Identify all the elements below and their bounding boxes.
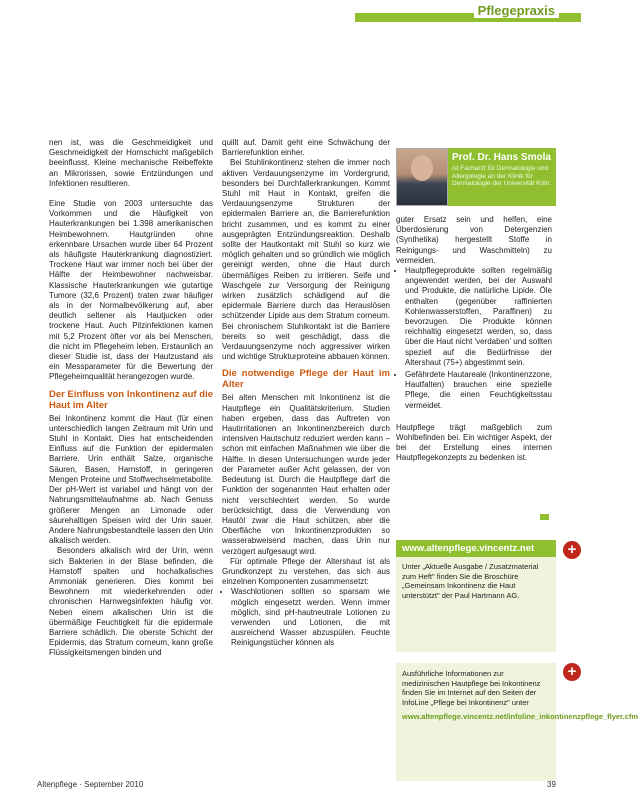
paragraph: Eine Studie von 2003 untersuchte das Vorkommen und die Häufigkeit von Hauterkrankungen bei 1.398 amerikanischen Heimbewohnern. Hautgründen ohne erkennbare Ursachen wurde über 64 Prozent als häufigste Hauterkrankung diagnostiziert. Trockene Haut war immer noch bei über der Hälfte der Heimbewohner nachweisbar. Klassische Hauterkrankungen wie gutartige Tumore (32,6 Prozent) traten zwar häufiger als in der Normalbevölkerung auf, aber deutlich seltener als Hautjucken oder trockene Haut. Auch Pilzinfektionen kamen mit 5,2 Prozent öfter vor als bei Menschen, die nicht im Pflegeheim leben. Erstaunlich an dieser Studie ist, dass der Hautzustand als ein Messparameter für die Bewertung der Pflegeheimqualität herangezogen wurde. <box>49 199 213 382</box>
article-column-1 <box>49 138 213 659</box>
author-description: ist Facharzt für Dermatologie und Allergologie an der Klinik für Dermatologie der Universität Köln. <box>452 165 551 187</box>
plus-icon: + <box>563 541 581 559</box>
plus-icon: + <box>563 663 581 681</box>
author-photo <box>396 148 448 206</box>
subheading: Der Einfluss von Inkontinenz auf die Haut im Alter <box>49 388 213 411</box>
info-box-infoline <box>396 663 638 781</box>
article-end-mark <box>540 514 549 520</box>
page-header <box>0 0 581 22</box>
paragraph: Hautpflege trägt maßgeblich zum Wohlbefinden bei. Ein wichtiger Aspekt, der bei der Erstellung eines internen Hautpflegekonzepts zu bedenken ist. <box>396 422 552 463</box>
info-box-text: Ausführliche Informationen zur medizinischen Hautpflege bei Inkontinenz finden Sie im Internet auf den Seiten der InfoLine „Pflege bei Inkontinenz" unter <box>402 669 541 707</box>
article-column-2 <box>222 138 390 651</box>
bullet-list <box>396 266 552 411</box>
page-number: 39 <box>547 780 556 789</box>
paragraph: guter Ersatz sein und helfen, eine Überdosierung von Detergenzien (Synthetika) hergestellt Stoffe in Reinigungs- und Waschmitteln) zu vermeiden. <box>396 215 552 265</box>
paragraph: Bei Inkontinenz kommt die Haut (für einen unterschiedlich langen Zeitraum mit Urin und Stuhl in Kontakt. Dies hat entscheidenden Einfluss auf die Funktion der epidermalen Barriere. Urin enthält Salze, organische Säuren, Basen, Harnstoff, in geringeren Mengen Proteine und Stoffwechselmetabolite. Der pH-Wert ist variabel und hängt von der Nahrungsmittelaufnahme ab. Nach Genuss größerer Mengen an Limonade oder säurehaltigen Speisen wird der Urin sauer. Andere Nahrungsbestandteile lassen den Urin alkalisch werden. <box>49 413 213 546</box>
paragraph: quillt auf. Damit geht eine Schwächung der Barrierefunktion einher. <box>222 138 390 158</box>
subheading: Die notwendige Pflege der Haut im Alter <box>222 368 390 391</box>
list-item: • Waschlotionen sollten so sparsam wie möglich eingesetzt werden. Wenn immer möglich, sind pH-hautneutrale Lotionen zu verwenden und Lotionen, die mit ausreichend Wasser abzuspülen. Feuchte Reinigungstücher können als <box>231 587 390 648</box>
footer-publication: Altenpflege · September 2010 <box>37 780 144 789</box>
paragraph: Bei alten Menschen mit Inkontinenz ist die Hautpflege ein Qualitätskriterium. Studien haben ergeben, dass das Auftreten von Hautirritationen an Inkontinenzbereich durch intensiven Hautschutz reduziert werden kann – schon mit einfachen Maßnahmen wie über die Hälfte. In diesen Untersuchungen wurde jeder der Parameter außer Acht gelassen, der von Bedeutung ist. Durch die Hautpflege darf die Funktion der sogenannten Haut erhalten oder nicht verschlechtert werden. So wurde berücksichtigt, dass die Verwendung von Hautöl zwar die Haut schützen, aber die Oberfläche von Inkontinenzprodukten so wasserabweisend machen, dass Urin nur verzögert aufgesaugt wird. <box>222 393 390 556</box>
section-title: Pflegepraxis <box>474 3 559 18</box>
list-item: • Gefährdete Hautareale (Inkontinenzzone, Hautfalten) brauchen eine spezielle Pflege, die einen Feuchtigkeitsstau vermeidet. <box>405 370 552 411</box>
author-card <box>396 144 556 209</box>
bullet-list <box>222 587 390 648</box>
paragraph: nen ist, was die Geschmeidigkeit und Geschmeidigkeit der Hornschicht maßgeblich beeinflusst. Kleine mechanische Reibeffekte an Mikrorissen, sowie Entzündungen und Infektionen resultieren. <box>49 138 213 188</box>
info-box-url[interactable]: www.altenpflege.vincentz.net <box>396 540 556 557</box>
paragraph: Besonders alkalisch wird der Urin, wenn sich Bakterien in der Blase befinden, die Harnstoff spalten und hochalkalisches Ammoniak generieren. Dies kommt bei Bewohnern mit wiederkehrenden oder chronischen Harnwegsinfekten häufig vor. Neben einem alkalischen Urin ist die übermäßige Feuchtigkeit für die epidermale Barriere schädlich. Die oberste Schicht der Epidermis, das Stratum corneum, kann große Flüssigkeitsmengen binden und <box>49 546 213 658</box>
article-column-3 <box>396 215 552 464</box>
info-box-text: Unter „Aktuelle Ausgabe / Zusatzmaterial zum Heft" finden Sie die Broschüre „Gemeinsam Inkontinenz die Haut unterstützt" der Paul Hartmann AG. <box>402 562 539 600</box>
author-name: Prof. Dr. Hans Smola <box>452 152 551 163</box>
list-item: • Hautpflegeprodukte sollten regelmäßig angewendet werden, bei der Auswahl und Produkte, die natürliche Lipide. Öle enthalten (gegenüber raffinierten Kohlenwasserstoffen, Paraffinen) zu bevorzugen. Die Produkte können reichhaltig eingesetzt werden, so, dass über die Haut nicht 'verdaben' und sollten speziell auf die Bedürfnisse der Altershaut (75+) abgestimmt sein. <box>405 266 552 368</box>
paragraph: Bei Stuhlinkontinenz stehen die immer noch aktiven Verdauungsenzyme im Vordergrund, besonders bei Durchfallerkrankungen. Kommt Stuhl mit Haut in Kontakt, greifen die Verdauungsenzyme Strukturen der epidermalen Barriere an, die Barrierefunktion bricht zusammen, und es kommt zu einer ausgeprägten Entzündungsreaktion. Deshalb sollte der Hautkontakt mit Stuhl so kurz wie möglich gehalten und so gründlich wie möglich gereinigt werden, ohne die Haut durch übermäßiges Reiben zu irritieren. Seife und Waschgele zur Versorgung der Reinigung wirken zusätzlich schädigend auf die epidermale Barriere durch das Herauslösen schützender Lipide aus dem Stratum corneum. Bei chronischem Stuhlkontakt ist die Barriere bereits so weit geschädigt, dass die Verdauungsenzyme noch aggressiver wirken und wichtige Strukturproteine abbauen können. <box>222 158 390 362</box>
info-box-download <box>396 540 556 652</box>
paragraph: Für optimale Pflege der Altershaut ist als Grundkonzept zu verstehen, das sich aus einzelnen Komponenten zusammensetzt: <box>222 556 390 587</box>
infoline-link[interactable]: www.altenpflege.vincentz.net/infoline_inkontinenzpflege_flyer.cfm <box>402 712 638 722</box>
author-info <box>448 148 556 206</box>
